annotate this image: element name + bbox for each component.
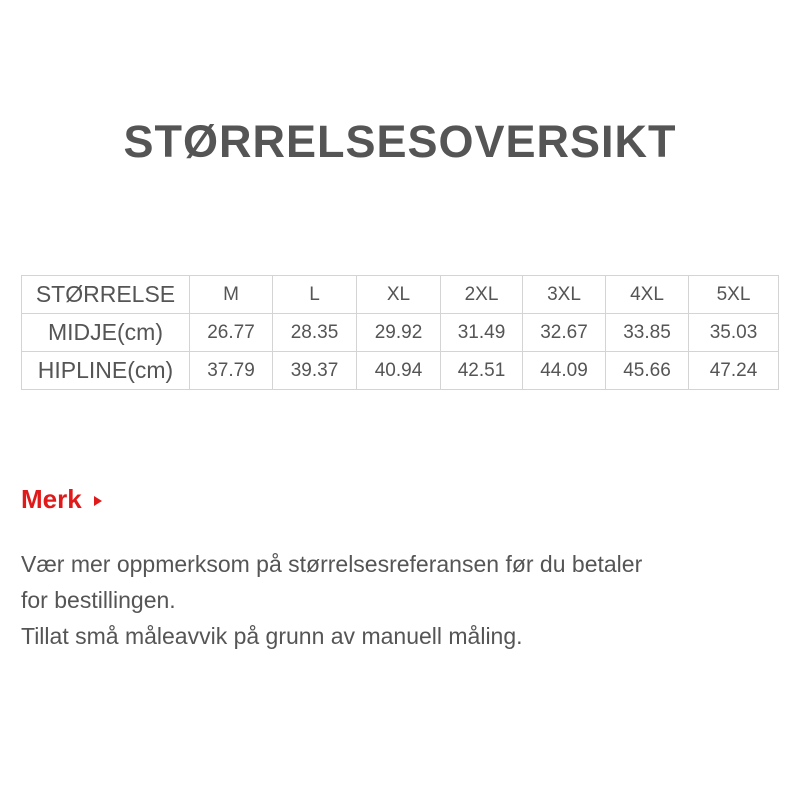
size-header-cell: M <box>190 276 273 314</box>
table-cell: 40.94 <box>357 352 441 390</box>
size-header-cell: 5XL <box>689 276 779 314</box>
table-cell: 35.03 <box>689 314 779 352</box>
size-header-cell: 3XL <box>523 276 606 314</box>
table-row <box>22 314 779 352</box>
table-cell: 42.51 <box>441 352 523 390</box>
note-line: for bestillingen. <box>21 587 176 613</box>
triangle-right-icon <box>94 496 102 506</box>
table-cell: 28.35 <box>273 314 357 352</box>
table-cell: 32.67 <box>523 314 606 352</box>
size-chart-table <box>21 275 779 390</box>
note-heading <box>21 483 102 515</box>
table-cell: 39.37 <box>273 352 357 390</box>
row-label-hipline: HIPLINE(cm) <box>22 352 190 390</box>
table-cell: 47.24 <box>689 352 779 390</box>
table-cell: 37.79 <box>190 352 273 390</box>
size-header-cell: 4XL <box>606 276 689 314</box>
size-header-cell: 2XL <box>441 276 523 314</box>
note-heading-label: Merk <box>21 484 82 514</box>
note-body <box>21 546 761 654</box>
page-title: STØRRELSESOVERSIKT <box>123 116 677 167</box>
size-header-cell: L <box>273 276 357 314</box>
table-cell: 45.66 <box>606 352 689 390</box>
table-cell: 31.49 <box>441 314 523 352</box>
note-line: Tillat små måleavvik på grunn av manuell måling. <box>21 623 523 649</box>
table-cell: 29.92 <box>357 314 441 352</box>
table-row <box>22 352 779 390</box>
table-header-row <box>22 276 779 314</box>
size-header-cell: XL <box>357 276 441 314</box>
table-cell: 33.85 <box>606 314 689 352</box>
table-cell: 44.09 <box>523 352 606 390</box>
table-cell: 26.77 <box>190 314 273 352</box>
size-header-label: STØRRELSE <box>22 276 190 314</box>
note-line: Vær mer oppmerksom på størrelsesreferansen før du betaler <box>21 551 643 577</box>
row-label-waist: MIDJE(cm) <box>22 314 190 352</box>
